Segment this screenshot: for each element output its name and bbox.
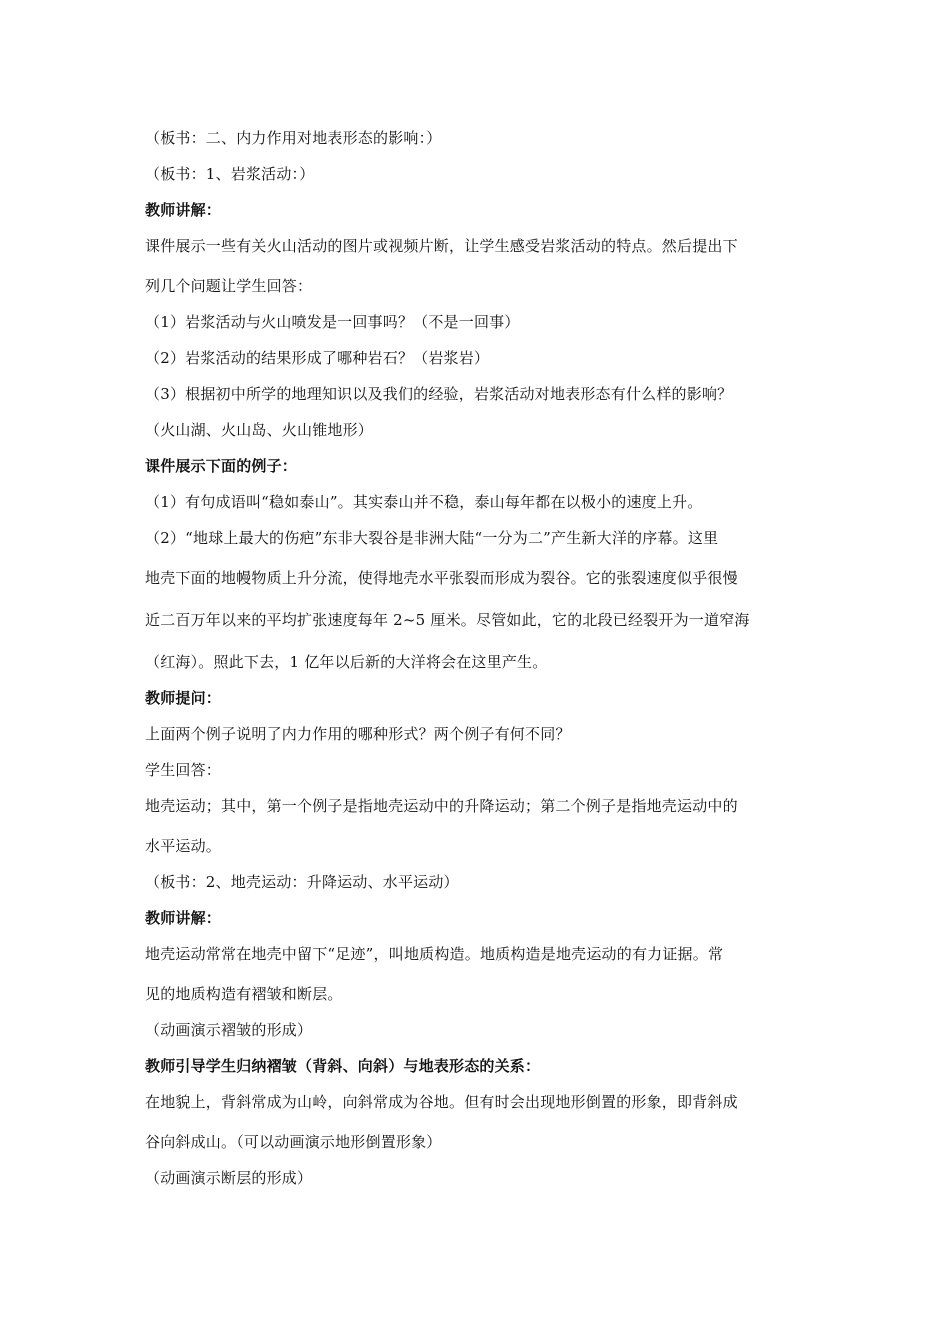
section-heading: 课件展示下面的例子： xyxy=(145,457,298,475)
text-line: 课件展示一些有关火山活动的图片或视频片断，让学生感受岩浆活动的特点。然后提出下 xyxy=(145,237,738,255)
section-heading: 教师讲解： xyxy=(145,201,222,219)
text-line: （板书：1、岩浆活动：） xyxy=(145,165,315,183)
text-line: （动画演示断层的形成） xyxy=(145,1169,313,1187)
text-line: （板书：二、内力作用对地表形态的影响：） xyxy=(145,129,442,147)
text-line: 学生回答： xyxy=(145,761,222,779)
text-line: 近二百万年以来的平均扩张速度每年 2~5 厘米。尽管如此，它的北段已经裂开为一道窄海 xyxy=(145,611,750,629)
text-line: （1）有句成语叫“稳如泰山”。其实泰山并不稳，泰山每年都在以极小的速度上升。 xyxy=(145,493,703,511)
text-line: （3）根据初中所学的地理知识以及我们的经验，岩浆活动对地表形态有什么样的影响？ xyxy=(145,385,733,403)
text-line: 谷向斜成山。（可以动画演示地形倒置形象） xyxy=(145,1133,442,1151)
text-line: （红海）。照此下去，1 亿年以后新的大洋将会在这里产生。 xyxy=(145,653,548,671)
text-line: （2）“地球上最大的伤疤”东非大裂谷是非洲大陆“一分为二”产生新大洋的序幕。这里 xyxy=(145,529,719,547)
section-heading: 教师引导学生归纳褶皱（背斜、向斜）与地表形态的关系： xyxy=(145,1057,541,1075)
text-line: （板书：2、地壳运动：升降运动、水平运动） xyxy=(145,873,459,891)
text-line: 在地貌上，背斜常成为山岭，向斜常成为谷地。但有时会出现地形倒置的形象，即背斜成 xyxy=(145,1093,738,1111)
section-heading: 教师讲解： xyxy=(145,909,222,927)
text-line: 上面两个例子说明了内力作用的哪种形式？两个例子有何不同？ xyxy=(145,725,571,743)
text-line: 见的地质构造有褶皱和断层。 xyxy=(145,985,343,1003)
text-line: 列几个问题让学生回答： xyxy=(145,277,313,295)
text-line: （动画演示褶皱的形成） xyxy=(145,1021,313,1039)
text-line: （火山湖、火山岛、火山锥地形） xyxy=(145,421,374,439)
text-line: （2）岩浆活动的结果形成了哪种岩石？（岩浆岩） xyxy=(145,349,490,367)
text-line: 水平运动。 xyxy=(145,837,222,855)
section-heading: 教师提问： xyxy=(145,689,222,707)
text-line: 地壳运动；其中，第一个例子是指地壳运动中的升降运动；第二个例子是指地壳运动中的 xyxy=(145,797,738,815)
text-line: （1）岩浆活动与火山喷发是一回事吗？（不是一回事） xyxy=(145,313,520,331)
text-line: 地壳运动常常在地壳中留下“足迹”，叫地质构造。地质构造是地壳运动的有力证据。常 xyxy=(145,945,724,963)
text-line: 地壳下面的地幔物质上升分流，使得地壳水平张裂而形成为裂谷。它的张裂速度似乎很慢 xyxy=(145,569,738,587)
